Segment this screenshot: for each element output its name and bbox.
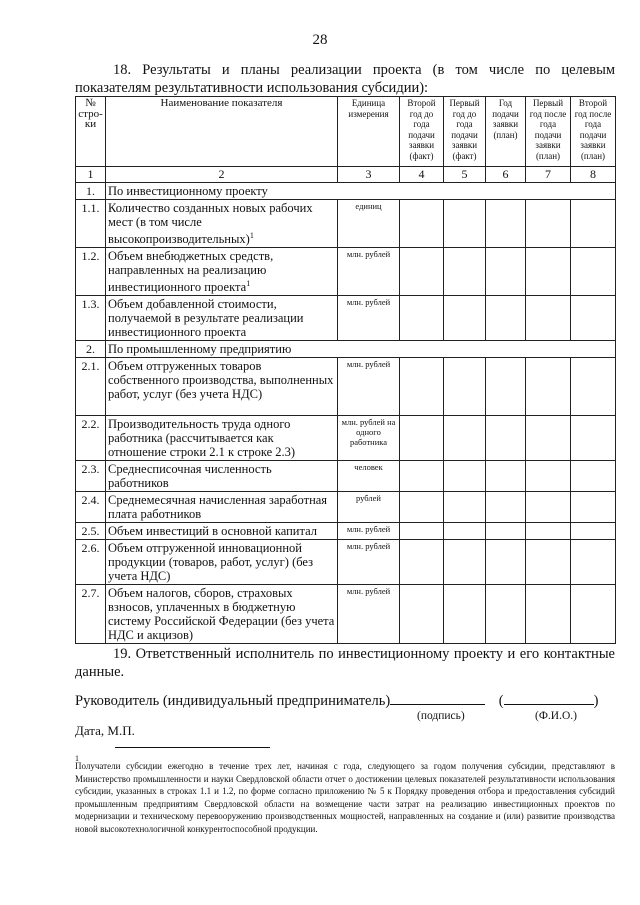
value-cell[interactable] xyxy=(486,416,526,461)
row-number: 1.3. xyxy=(76,296,106,341)
indicator-name-text: Объем внебюджетных средств, направленных на реализацию инвестиционного проекта xyxy=(108,249,274,295)
paren-close: ) xyxy=(593,693,599,709)
col-number: 6 xyxy=(486,167,526,183)
value-cell[interactable] xyxy=(526,200,571,248)
row-number: 2.3. xyxy=(76,461,106,492)
unit-cell: млн. рублей xyxy=(338,523,400,540)
row-number: 2.1. xyxy=(76,358,106,416)
value-cell[interactable] xyxy=(571,416,616,461)
section-18-title xyxy=(75,61,615,97)
indicator-name xyxy=(106,461,338,492)
header-name: Наименование показателя xyxy=(106,97,338,167)
header-col5: Первый год до года подачи заявки (факт) xyxy=(444,97,486,167)
indicator-name xyxy=(106,540,338,585)
value-cell[interactable] xyxy=(400,492,444,523)
footnote-divider xyxy=(115,747,270,748)
unit-cell: единиц xyxy=(338,200,400,248)
unit-cell: человек xyxy=(338,461,400,492)
table-row xyxy=(76,358,616,416)
value-cell[interactable] xyxy=(526,461,571,492)
indicator-name xyxy=(106,358,338,416)
table-row xyxy=(76,461,616,492)
row-number: 1.1. xyxy=(76,200,106,248)
unit-cell: млн. рублей на одного работника xyxy=(338,416,400,461)
indicator-name xyxy=(106,416,338,461)
col-number: 5 xyxy=(444,167,486,183)
paren-open: ( xyxy=(498,693,504,709)
indicator-name-text: Среднемесячная начисленная заработная плата работников xyxy=(108,493,328,522)
value-cell[interactable] xyxy=(400,248,444,296)
indicator-name xyxy=(106,200,338,248)
value-cell[interactable] xyxy=(571,248,616,296)
indicator-name-text: Объем отгруженной инновационной продукции (товаров, работ, услуг) (без учета НДС) xyxy=(108,541,314,584)
indicator-name-text: Производительность труда одного работника (рассчитывается как отношение строки 2.1 к строке 2.3) xyxy=(108,417,296,460)
value-cell[interactable] xyxy=(486,492,526,523)
section-row xyxy=(76,183,616,200)
value-cell[interactable] xyxy=(526,416,571,461)
unit-cell: млн. рублей xyxy=(338,585,400,644)
value-cell[interactable] xyxy=(400,416,444,461)
value-cell[interactable] xyxy=(571,296,616,341)
value-cell[interactable] xyxy=(526,358,571,416)
value-cell[interactable] xyxy=(571,523,616,540)
value-cell[interactable] xyxy=(571,200,616,248)
date-stamp: Дата, М.П. xyxy=(75,723,135,738)
value-cell[interactable] xyxy=(444,461,486,492)
header-col6: Год подачи заявки (план) xyxy=(486,97,526,167)
footnote-mark: 1 xyxy=(75,754,79,763)
indicator-name-text: Количество созданных новых рабочих мест (в том числе высокопроизводительных) xyxy=(108,201,313,247)
indicator-name-text: Объем отгруженных товаров собственного производства, выполненных работ, услуг (без учета НДС) xyxy=(108,359,334,402)
indicator-name xyxy=(106,523,338,540)
value-cell[interactable] xyxy=(444,492,486,523)
value-cell[interactable] xyxy=(526,296,571,341)
results-table xyxy=(75,96,616,644)
value-cell[interactable] xyxy=(486,248,526,296)
table-row xyxy=(76,296,616,341)
col-number: 4 xyxy=(400,167,444,183)
indicator-name xyxy=(106,492,338,523)
footnote-ref: 1 xyxy=(246,279,251,289)
col-number: 8 xyxy=(571,167,616,183)
header-col7: Первый год после года подачи заявки (план) xyxy=(526,97,571,167)
header-col8: Второй год после года подачи заявки (план) xyxy=(571,97,616,167)
value-cell[interactable] xyxy=(526,492,571,523)
value-cell[interactable] xyxy=(526,585,571,644)
value-cell[interactable] xyxy=(571,492,616,523)
indicator-name-text: По инвестиционному проекту xyxy=(108,184,268,198)
footnote-text: Получатели субсидии ежегодно в течение трех лет, начиная с года, следующего за годом получения субсидии, представляют в Министерство промышленности и науки Свердловской области отчет о достижении целевых показателей результативности использования субсидии, указанных в строках 1.1 и 1.2, по форме согласно приложению № 5 к Порядку проведения отбора и предоставления субсидий промышленным предприятиям Свердловской области на возмещение части затрат на реализацию инвестиционных проектов по модернизации и техническому перевооружению производственных мощностей, направленных на создание и (или) развитие производства новой высокотехнологичной конкурентоспособной продукции. xyxy=(75,761,615,834)
indicator-name-text: Среднесписочная численность работников xyxy=(108,462,272,491)
value-cell[interactable] xyxy=(400,585,444,644)
table-row xyxy=(76,248,616,296)
value-cell[interactable] xyxy=(486,540,526,585)
col-number: 3 xyxy=(338,167,400,183)
value-cell[interactable] xyxy=(400,200,444,248)
indicator-name-text: Объем добавленной стоимости, получаемой в результате реализации инвестиционного проекта xyxy=(108,297,304,340)
section-19-title-text: 19. Ответственный исполнитель по инвестиционному проекту и его контактные данные. xyxy=(75,646,615,680)
value-cell[interactable] xyxy=(526,523,571,540)
row-number: 2.2. xyxy=(76,416,106,461)
row-number: 2.7. xyxy=(76,585,106,644)
indicator-name xyxy=(106,183,616,200)
unit-cell: млн. рублей xyxy=(338,358,400,416)
value-cell[interactable] xyxy=(444,358,486,416)
value-cell[interactable] xyxy=(486,585,526,644)
value-cell[interactable] xyxy=(400,358,444,416)
col-number: 1 xyxy=(76,167,106,183)
value-cell[interactable] xyxy=(486,200,526,248)
signature-caption: (подпись) xyxy=(417,710,465,722)
value-cell[interactable] xyxy=(444,200,486,248)
table-header-row xyxy=(76,97,616,167)
section-19-title xyxy=(75,645,615,681)
col-number: 2 xyxy=(106,167,338,183)
row-number: 1. xyxy=(76,183,106,200)
value-cell[interactable] xyxy=(526,248,571,296)
value-cell[interactable] xyxy=(571,461,616,492)
indicator-name-text: По промышленному предприятию xyxy=(108,342,292,357)
unit-cell: млн. рублей xyxy=(338,296,400,341)
value-cell[interactable] xyxy=(486,358,526,416)
indicator-name xyxy=(106,585,338,644)
column-numbers-row xyxy=(76,167,616,183)
table-body xyxy=(76,183,616,644)
row-number: 1.2. xyxy=(76,248,106,296)
table-row xyxy=(76,492,616,523)
value-cell[interactable] xyxy=(444,248,486,296)
table-row xyxy=(76,523,616,540)
indicator-name xyxy=(106,341,616,358)
value-cell[interactable] xyxy=(571,585,616,644)
value-cell[interactable] xyxy=(444,585,486,644)
unit-cell: млн. рублей xyxy=(338,540,400,585)
value-cell[interactable] xyxy=(400,296,444,341)
signature-block xyxy=(75,690,620,722)
signature-field[interactable] xyxy=(390,690,485,705)
full-name-field[interactable] xyxy=(504,690,594,705)
row-number: 2.6. xyxy=(76,540,106,585)
table-row xyxy=(76,200,616,248)
signature-label: Руководитель (индивидуальный предприниматель) xyxy=(75,693,391,709)
row-number: 2. xyxy=(76,341,106,358)
value-cell[interactable] xyxy=(571,540,616,585)
header-row-no: № стро-ки xyxy=(76,97,106,167)
row-number: 2.5. xyxy=(76,523,106,540)
value-cell[interactable] xyxy=(486,523,526,540)
value-cell[interactable] xyxy=(444,540,486,585)
name-caption: (Ф.И.О.) xyxy=(535,710,577,722)
row-number: 2.4. xyxy=(76,492,106,523)
value-cell[interactable] xyxy=(400,461,444,492)
header-col4: Второй год до года подачи заявки (факт) xyxy=(400,97,444,167)
table-row xyxy=(76,540,616,585)
indicator-name-text: Объем инвестиций в основной капитал xyxy=(108,524,317,539)
indicator-name xyxy=(106,248,338,296)
section-18-title-text: 18. Результаты и планы реализации проекта (в том числе по целевым показателям результативности использования субсидии): xyxy=(75,62,615,96)
value-cell[interactable] xyxy=(444,296,486,341)
value-cell[interactable] xyxy=(486,461,526,492)
col-number: 7 xyxy=(526,167,571,183)
section-row xyxy=(76,341,616,358)
table-row xyxy=(76,416,616,461)
page-number: 28 xyxy=(312,32,328,48)
value-cell[interactable] xyxy=(444,416,486,461)
value-cell[interactable] xyxy=(400,540,444,585)
value-cell[interactable] xyxy=(571,358,616,416)
unit-cell: млн. рублей xyxy=(338,248,400,296)
footnote-ref: 1 xyxy=(249,231,254,240)
value-cell[interactable] xyxy=(486,296,526,341)
indicator-name xyxy=(106,296,338,341)
value-cell[interactable] xyxy=(444,523,486,540)
value-cell[interactable] xyxy=(526,540,571,585)
header-unit: Единица измерения xyxy=(338,97,400,167)
table-row xyxy=(76,585,616,644)
indicator-name-text: Объем налогов, сборов, страховых взносов, уплаченных в бюджетную систему Российской Федерации (без учета НДС и акцизов) xyxy=(108,586,335,643)
unit-cell: рублей xyxy=(338,492,400,523)
value-cell[interactable] xyxy=(400,523,444,540)
